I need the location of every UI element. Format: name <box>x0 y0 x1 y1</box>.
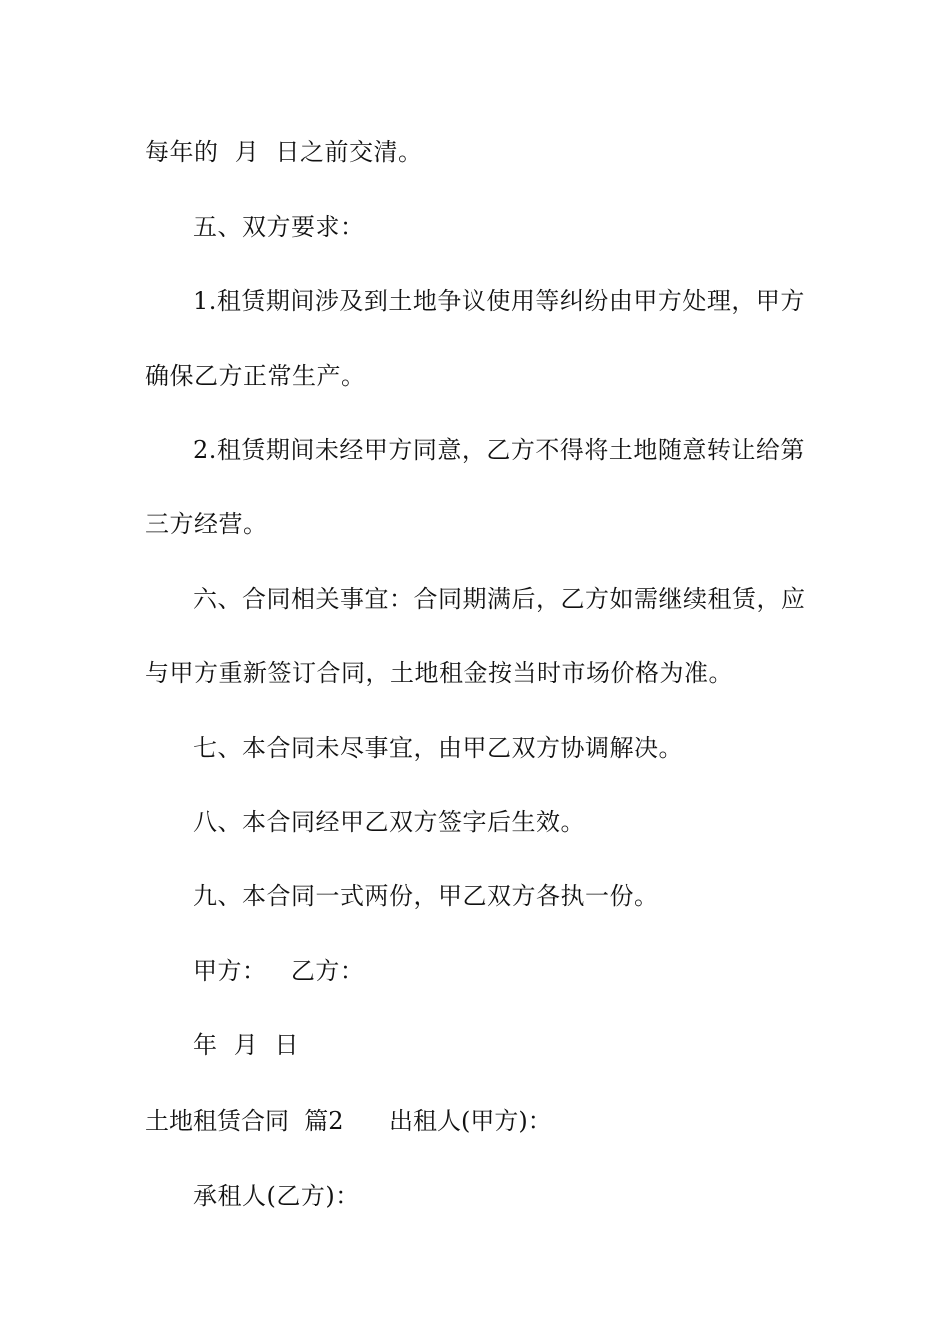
lessee-line: 承租人(乙方)： <box>193 1182 360 1210</box>
paragraph-line: 与甲方重新签订合同，土地租金按当时市场价格为准。 <box>145 659 733 687</box>
date-line: 年 月 日 <box>193 1031 300 1059</box>
signature-parties-line: 甲方： 乙方： <box>193 957 365 985</box>
paragraph-line: 确保乙方正常生产。 <box>145 362 366 390</box>
paragraph-line: 2.租赁期间未经甲方同意，乙方不得将土地随意转让给第 <box>193 436 805 464</box>
paragraph-line: 七、本合同未尽事宜，由甲乙双方协调解决。 <box>193 734 683 762</box>
paragraph-line: 1.租赁期间涉及到土地争议使用等纠纷由甲方处理，甲方 <box>193 287 805 315</box>
lessor-line: 出租人(甲方)： <box>389 1107 552 1135</box>
paragraph-line: 八、本合同经甲乙双方签字后生效。 <box>193 808 585 836</box>
section-heading-five: 五、双方要求： <box>193 213 365 241</box>
section-title: 土地租赁合同 篇2 <box>145 1107 344 1135</box>
paragraph-line: 九、本合同一式两份，甲乙双方各执一份。 <box>193 882 659 910</box>
paragraph-line: 每年的 月 日之前交清。 <box>145 138 423 166</box>
paragraph-line: 三方经营。 <box>145 510 268 538</box>
paragraph-line: 六、合同相关事宜：合同期满后，乙方如需继续租赁，应 <box>193 585 806 613</box>
